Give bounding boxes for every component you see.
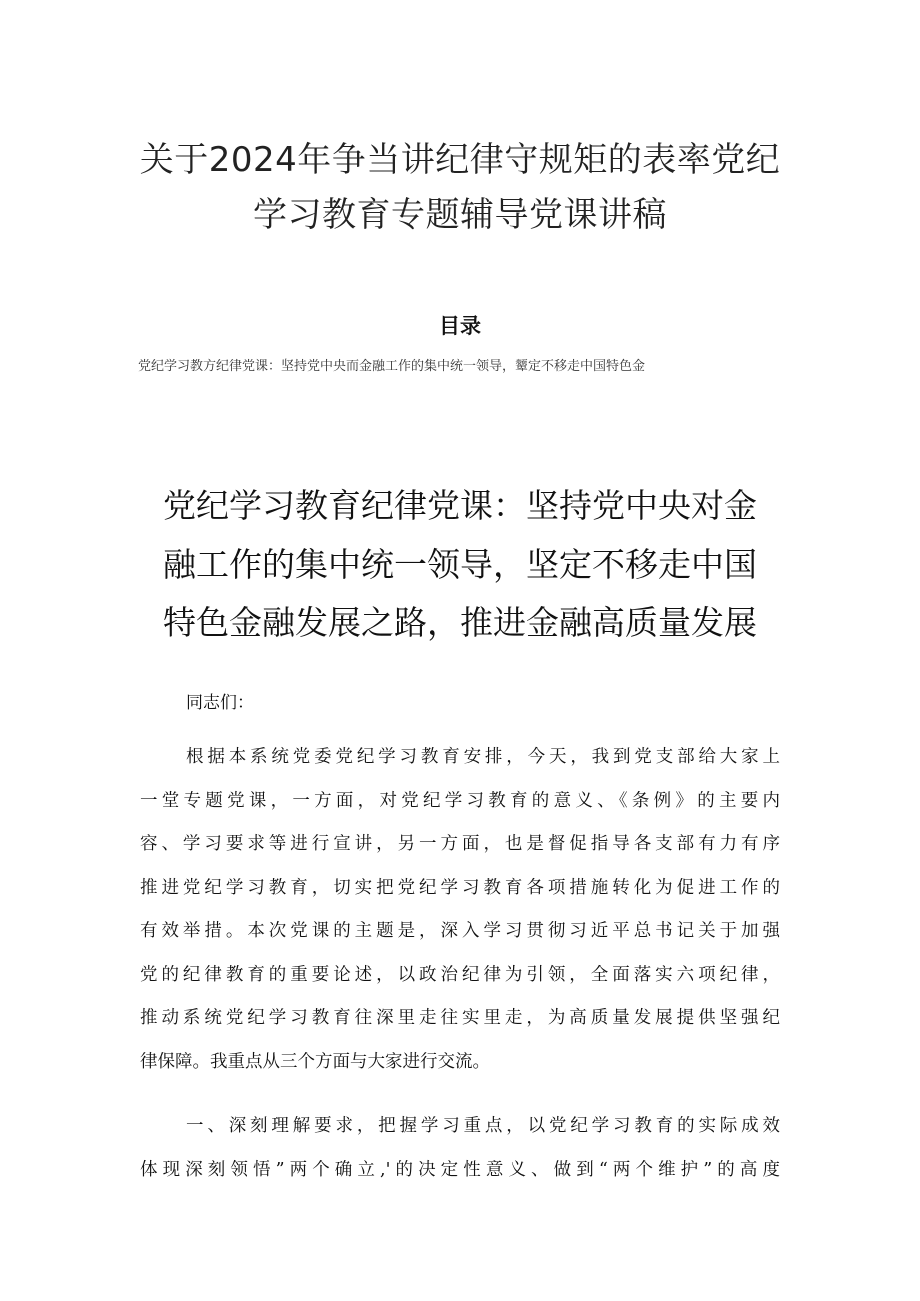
paragraph-1-line: 根据本系统党委党纪学习教育安排，今天，我到党支部给大家上 (186, 747, 780, 767)
document-title-line-2: 学习教育专题辅导党课讲稿 (253, 195, 667, 235)
paragraph-1-line: 容、学习要求等进行宣讲，另一方面，也是督促指导各支部有力有序 (140, 834, 780, 854)
paragraph-2-line: 一、深刻理解要求，把握学习重点，以党纪学习教育的实际成效 (186, 1116, 780, 1136)
paragraph-1-line: 一堂专题党课，一方面，对党纪学习教育的意义、《条例》的主要内 (140, 791, 780, 811)
toc-heading: 目录 (439, 314, 481, 338)
paragraph-1-line: 党的纪律教育的重要论述，以政治纪律为引领，全面落实六项纪律， (140, 965, 780, 985)
paragraph-1-line: 推动系统党纪学习教育往深里走往实里走，为高质量发展提供坚强纪 (140, 1008, 780, 1028)
paragraph-1-line: 推进党纪学习教育，切实把党纪学习教育各项措施转化为促进工作的 (140, 878, 780, 898)
document-title-line-1: 关于2024年争当讲纪律守规矩的表率党纪 (139, 140, 781, 180)
toc-entry-link[interactable]: 党纪学习教方纪律党课：坚持党中央而金融工作的集中统一领导，颦定不移走中国特色金 (138, 359, 646, 374)
greeting: 同志们： (186, 693, 254, 713)
paragraph-1-line: 律保障。我重点从三个方面与大家进行交流。 (140, 1052, 490, 1072)
section-title-line-2: 融工作的集中统一领导，坚定不移走中国 (163, 545, 757, 584)
paragraph-1-line: 有效举措。本次党课的主题是，深入学习贯彻习近平总书记关于加强 (140, 921, 780, 941)
section-title-line-3: 特色金融发展之路，推进金融高质量发展 (163, 603, 757, 642)
section-title-line-1: 党纪学习教育纪律党课：坚持党中央对金 (163, 486, 757, 525)
paragraph-2-line: 体现深刻领悟”两个确立,'的决定性意义、做到“两个维护”的高度 (140, 1160, 780, 1180)
